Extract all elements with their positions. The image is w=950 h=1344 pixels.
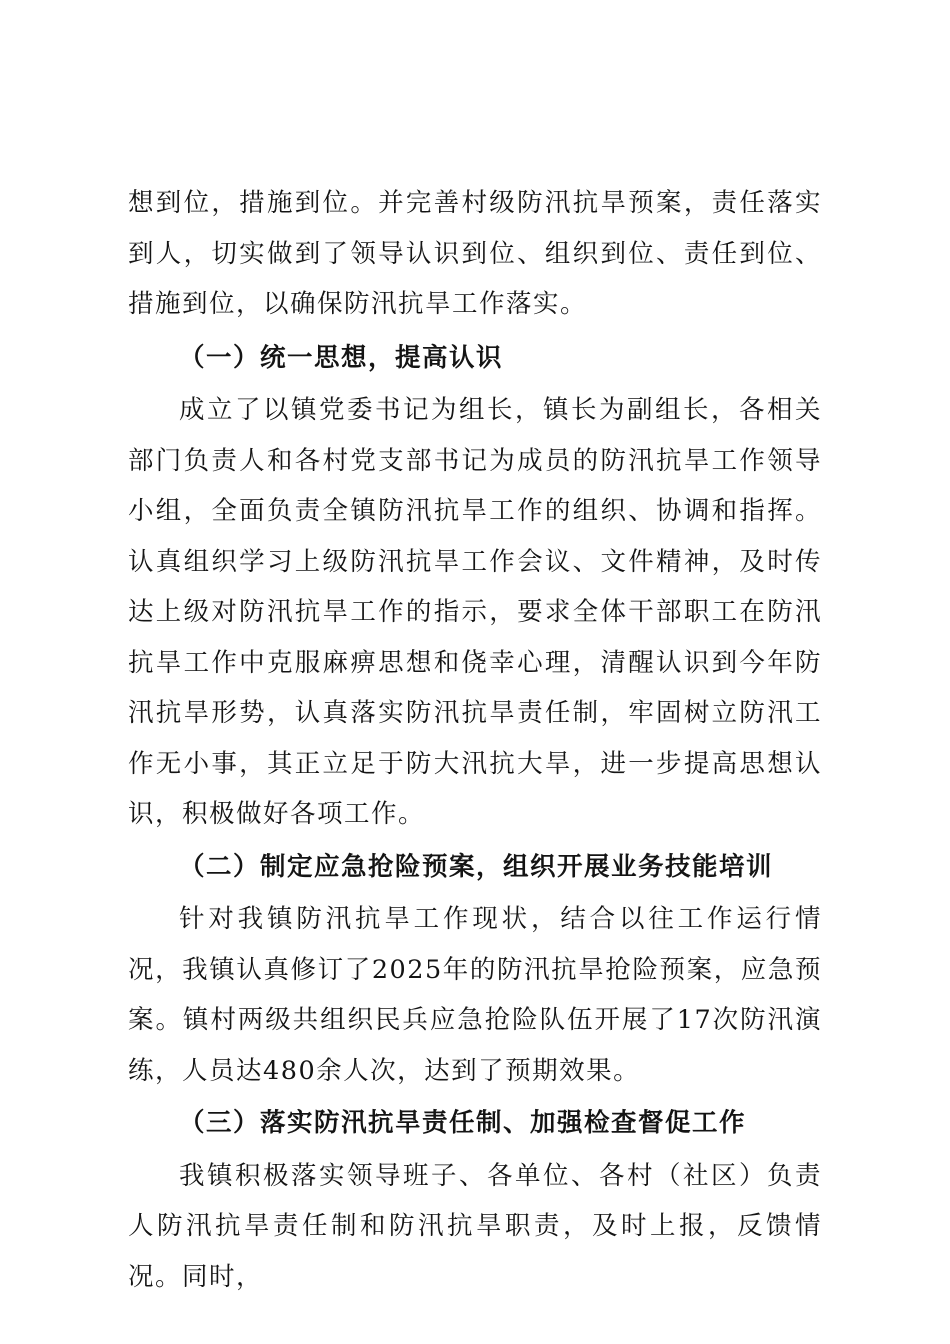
paragraph-body-1: 成立了以镇党委书记为组长，镇长为副组长，各相关部门负责人和各村党支部书记为成员的防汛抗旱工作领导小组，全面负责全镇防汛抗旱工作的组织、协调和指挥。认真组织学习上级防汛抗旱工作会议、文件精神，及时传达上级对防汛抗旱工作的指示，要求全体干部职工在防汛抗旱工作中克服麻痹思想和侥幸心理，清醒认识到今年防汛抗旱形势，认真落实防汛抗旱责任制，牢固树立防汛工作无小事，其正立足于防大汛抗大旱，进一步提高思想认识，积极做好各项工作。 — [128, 395, 822, 829]
paragraph-continued: 想到位，措施到位。并完善村级防汛抗旱预案，责任落实到人，切实做到了领导认识到位、组织到位、责任到位、措施到位，以确保防汛抗旱工作落实。 — [128, 188, 822, 319]
paragraph-body-2: 针对我镇防汛抗旱工作现状，结合以往工作运行情况，我镇认真修订了2025年的防汛抗旱抢险预案，应急预案。镇村两级共组织民兵应急抢险队伍开展了17次防汛演练，人员达480余人次，达到了预期效果。 — [128, 904, 822, 1086]
section-heading-1: （一）统一思想，提高认识 — [179, 342, 504, 373]
section-heading-3: （三）落实防汛抗旱责任制、加强检查督促工作 — [179, 1108, 747, 1138]
paragraph-body-3: 我镇积极落实领导班子、各单位、各村（社区）负责人防汛抗旱责任制和防汛抗旱职责，及时上报，反馈情况。同时， — [128, 1160, 822, 1292]
document-body — [128, 178, 822, 1302]
section-heading-2: （二）制定应急抢险预案，组织开展业务技能培训 — [179, 851, 774, 882]
